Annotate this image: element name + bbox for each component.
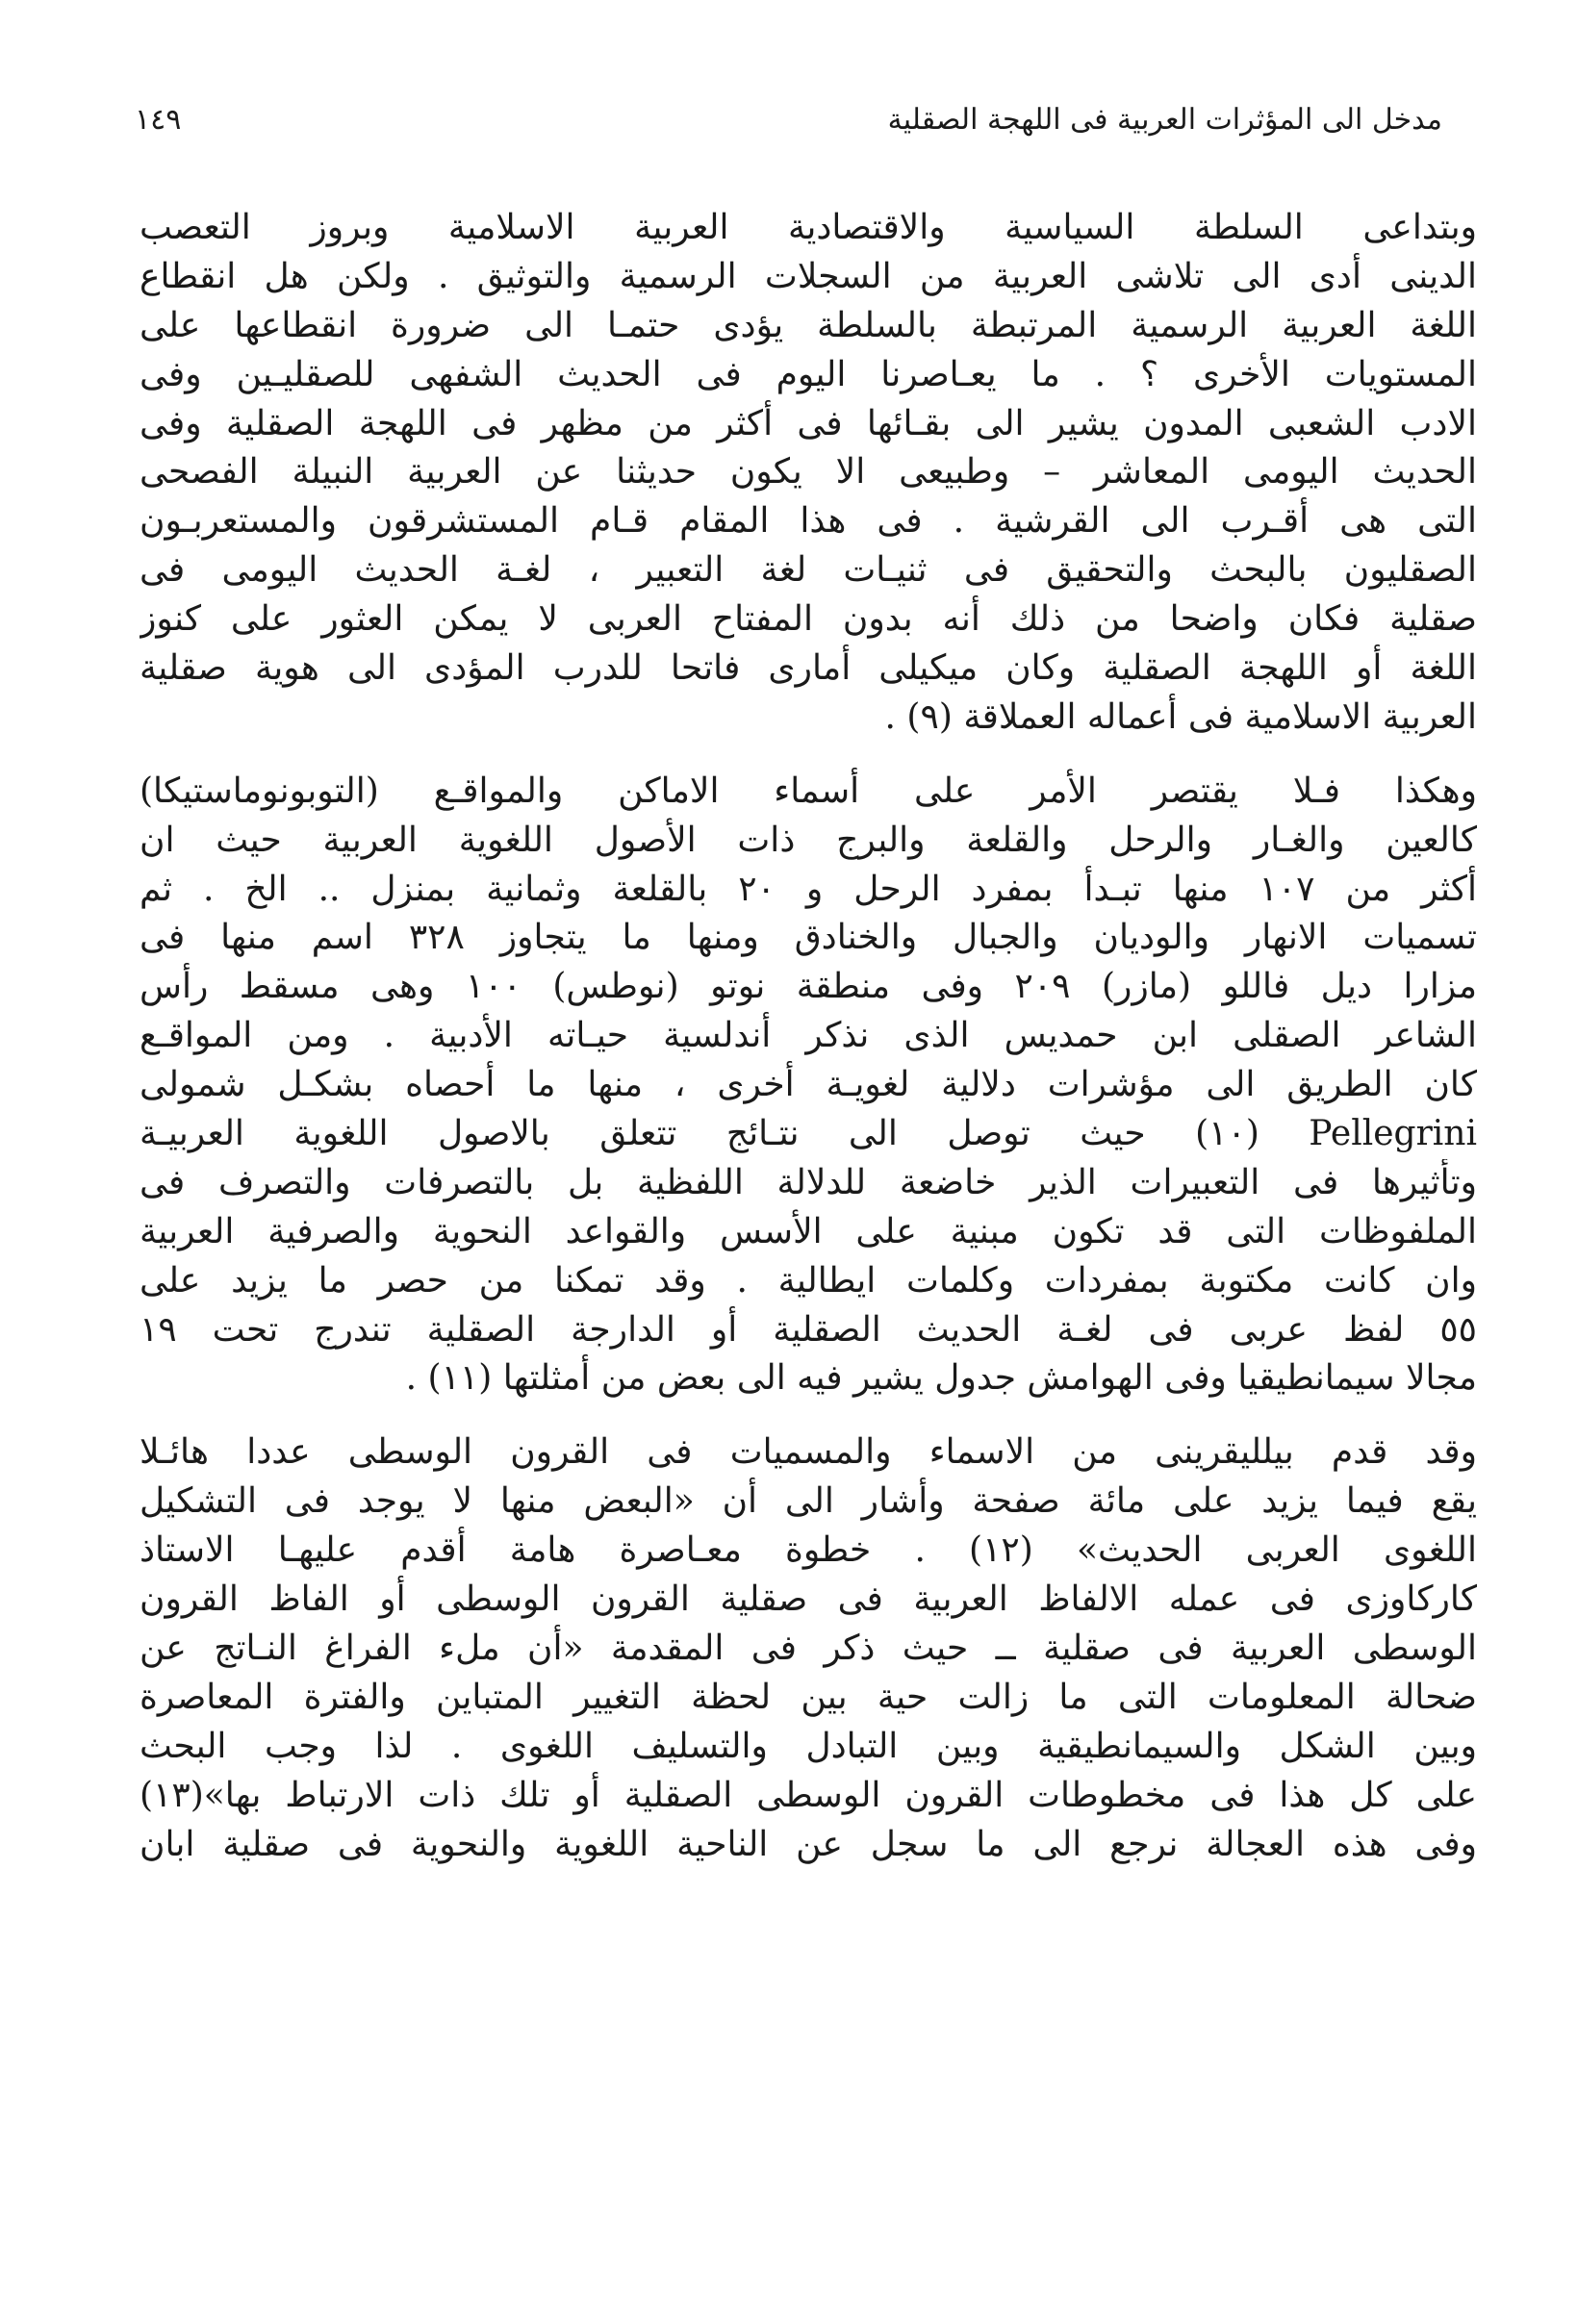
text-line: الملفوظات التى قد تكون مبنية على الأسس والقواعد النحوية والصرفية العربية [140, 1211, 1477, 1251]
text-line: كالعين والغـار والرحل والقلعة والبرج ذات الأصول اللغوية العربية حيث ان [140, 820, 1477, 860]
text-line: وهكذا فـلا يقتصر الأمر على أسماء الاماكن والمواقـع (التوبونوماستيكا) [140, 770, 1477, 811]
text-line: الادب الشعبى المدون يشير الى بقـائها فى أكثر من مظهر فى اللهجة الصقلية وفى [140, 403, 1477, 443]
text-line: صقلية فكان واضحا من ذلك أنه بدون المفتاح العربى لا يمكن العثور على كنوز [140, 599, 1477, 640]
text-line: الوسطى العربية فى صقلية ــ حيث ذكر فى المقدمة «أن ملء الفراغ النـاتج عن [140, 1628, 1477, 1668]
text-line: يقع فيما يزيد على مائة صفحة وأشار الى أن «البعض منها لا يوجد فى التشكيل [140, 1481, 1477, 1522]
page-number: ١٤٩ [135, 103, 182, 137]
text-line: Pellegrini (١٠) حيث توصل الى نتـائج تتعلق بالاصول اللغوية العربيـة [140, 1114, 1477, 1154]
text-line: كان الطريق الى مؤشرات دلالية لغويـة أخرى ، منها ما أحصاه بشكـل شمولى [140, 1065, 1477, 1105]
body-text [140, 204, 1477, 1894]
text-line: تسميات الانهار والوديان والجبال والخنادق ومنها ما يتجاوز ٣٢٨ اسم منها فى [140, 918, 1477, 958]
paragraph-3 [140, 1428, 1477, 1869]
text-line: على كل هذا فى مخطوطات القرون الوسطى الصقلية أو تلك ذات الارتباط بها»(١٣) [140, 1775, 1477, 1815]
text-line: وبتداعى السلطة السياسية والاقتصادية العربية الاسلامية وبروز التعصب [140, 208, 1477, 247]
text-line: اللغة أو اللهجة الصقلية وكان ميكيلى أمارى فاتحا للدرب المؤدى الى هوية صقلية [140, 648, 1477, 689]
text-line: مزارا ديل فاللو (مازر) ٢٠٩ وفى منطقة نوتو (نوطس) ١٠٠ وهى مسقط رأس [140, 967, 1477, 1007]
text-line: وفى هذه العجالة نرجع الى ما سجل عن الناحية اللغوية والنحوية فى صقلية ابان [140, 1824, 1477, 1864]
text-line: أكثر من ١٠٧ منها تبـدأ بمفرد الرحل و ٢٠ بالقلعة وثمانية بمنزل .. الخ . ثم [140, 869, 1477, 909]
text-line: الحديث اليومى المعاشر – وطبيعى الا يكون حديثنا عن العربية النبيلة الفصحى [140, 452, 1477, 493]
text-line: اللغوى العربى الحديث» (١٢) . خطوة معـاصرة هامة أقدم عليهـا الاستاذ [140, 1530, 1477, 1571]
text-line: الصقليون بالبحث والتحقيق فى ثنيـات لغة التعبير ، لغـة الحديث اليومى فى [140, 550, 1477, 591]
text-line: ٥٥ لفظ عربى فى لغـة الحديث الصقلية أو الدارجة الصقلية تندرج تحت ١٩ [140, 1309, 1477, 1350]
text-line: كاركاوزى فى عمله الالفاظ العربية فى صقلية القرون الوسطى أو الفاظ القرون [140, 1579, 1477, 1620]
text-line: مجالا سيمانطيقيا وفى الهوامش جدول يشير فيه الى بعض من أمثلتها (١١) . [405, 1358, 1477, 1399]
text-line: ضحالة المعلومات التى ما زالت حية بين لحظة التغيير المتباين والفترة المعاصرة [140, 1677, 1477, 1717]
paragraph-1 [140, 204, 1477, 743]
text-line: الشاعر الصقلى ابن حمديس الذى نذكر أندلسية حيـاته الأدبية . ومن المواقـع [140, 1016, 1477, 1056]
text-line: المستويات الأخرى ؟ . ما يعـاصرنا اليوم فى الحديث الشفهى للصقليـين وفى [140, 354, 1477, 394]
paragraph-2 [140, 768, 1477, 1404]
text-line: التى هى أقـرب الى القرشية . فى هذا المقام قـام المستشرقون والمستعربـون [140, 501, 1477, 542]
text-line: وان كانت مكتوبة بمفردات وكلمات ايطالية . وقد تمكنا من حصر ما يزيد على [140, 1260, 1477, 1301]
running-title: مدخل الى المؤثرات العربية فى اللهجة الصقلية [887, 103, 1442, 137]
text-line: اللغة العربية الرسمية المرتبطة بالسلطة يؤدى حتمـا الى ضرورة انقطاعها على [140, 305, 1477, 345]
text-line: وبين الشكل والسيمانطيقية وبين التبادل والتسليف اللغوى . لذا وجب البحث [140, 1726, 1477, 1766]
text-line: وتأثيرها فى التعبيرات الذير خاضعة للدلالة اللفظية بل بالتصرفات والتصرف فى [140, 1162, 1477, 1202]
page-header [135, 96, 1442, 144]
text-line: العربية الاسلامية فى أعماله العملاقة (٩) . [884, 696, 1477, 737]
text-line: الدينى أدى الى تلاشى العربية من السجلات الرسمية والتوثيق . ولكن هل انقطاع [140, 256, 1477, 296]
text-line: وقد قدم بيلليقرينى من الاسماء والمسميات فى القرون الوسطى عددا هائـلا [140, 1432, 1477, 1473]
